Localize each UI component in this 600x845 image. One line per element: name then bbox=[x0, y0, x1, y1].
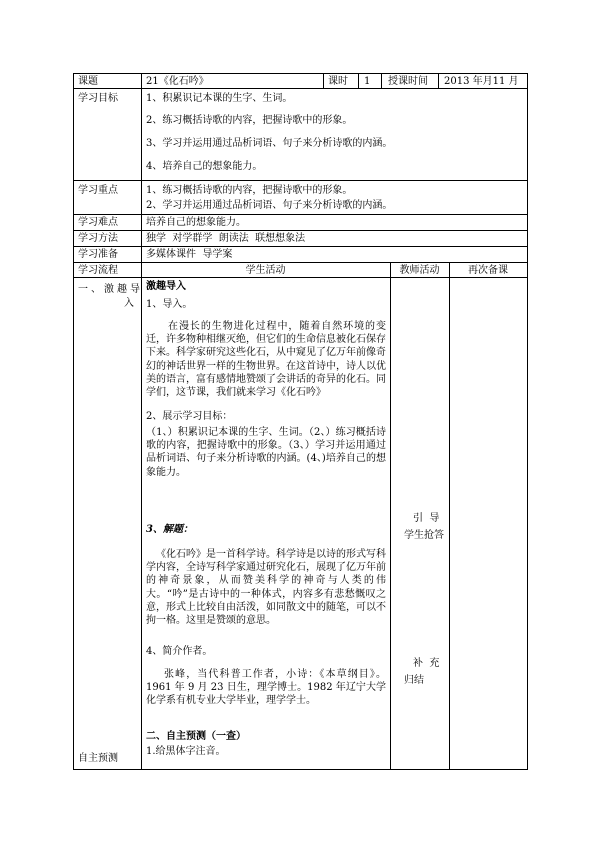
course-label: 课题 bbox=[78, 76, 98, 87]
explain-heading: 3、解题： bbox=[146, 524, 193, 535]
course-title: 21《化石吟》 bbox=[146, 76, 209, 87]
period-value: 1 bbox=[364, 76, 371, 87]
rule-header-time-label bbox=[381, 73, 382, 89]
activity-title: 激趣导入 bbox=[146, 281, 186, 292]
goals-paragraph: （1、）积累识记本课的生字、生词。（2、）练习概括诗歌的内容，把握诗歌中的形象。（3、）学习并运用通过品析词语、句子来分析诗歌的内涵。(4、)培养自己的想象能力。 bbox=[146, 427, 386, 478]
goals-heading: 2、展示学习目标： bbox=[146, 411, 233, 422]
objective-item: 4、培养自己的想象能力。 bbox=[146, 161, 263, 172]
preparation-value: 多媒体课件 导学案 bbox=[146, 249, 233, 260]
intro-heading: 1、导入。 bbox=[146, 299, 193, 310]
objective-item: 2、练习概括诗歌的内容，把握诗歌中的形象。 bbox=[146, 115, 353, 126]
rule-review-column bbox=[449, 262, 450, 770]
student-column-header: 学生活动 bbox=[245, 265, 286, 276]
rule-header-period-label bbox=[323, 73, 324, 89]
rule-teacher-column bbox=[390, 262, 391, 770]
teacher-note-supplement-cont: 归结 bbox=[404, 675, 424, 686]
process-step-1: 一、激趣导 bbox=[78, 284, 143, 295]
rule-right bbox=[527, 73, 528, 770]
author-paragraph: 张峰，当代科普工作者，小诗：《本草纲目》。1961 年 9 月 23 日生，理学博士。1982 年辽宁大学化学系有机专业大学毕业，理学学士。 bbox=[146, 669, 386, 707]
intro-paragraph: 在漫长的生物进化过程中，随着自然环境的变迁，许多物种相继灭绝，但它们的生命信息被化石保存下来。科学家研究这些化石，从中窥见了亿万年前像奇幻的神话世界一样的生物世界。在这首诗中，诗人以优美的语言，富有感情地赞颂了会讲话的奇异的化石。同学们，这节课，我们就来学习《化石吟》 bbox=[146, 321, 386, 399]
key-point-item: 2、学习并运用通过品析词语、句子来分析诗歌的内涵。 bbox=[146, 200, 393, 211]
teacher-note-guide-cont: 学生抢答 bbox=[404, 530, 444, 541]
method-label: 学习方法 bbox=[78, 233, 118, 244]
rule-header-period-value bbox=[358, 73, 359, 89]
method-value: 独学 对学群学 朗读法 联想想象法 bbox=[146, 233, 306, 244]
objectives-label: 学习目标 bbox=[78, 93, 118, 104]
teaching-time-value: 2013 年月11 月 bbox=[444, 76, 519, 87]
rule-header-time-value bbox=[438, 73, 439, 89]
explain-paragraph: 《化石吟》是一首科学诗。科学诗是以诗的形式写科学内容，全诗写科学家通过研究化石，展现了亿万年前的神奇景象，从而赞美科学的神奇与人类的伟大。“吟”是古诗中的一种体式，内容多有悲愁慨叹之意，形式上比较自由活泼，如同散文中的随笔，可以不拘一格。这里是赞颂的意思。 bbox=[146, 549, 386, 627]
objective-item: 1、积累识记本课的生字、生词。 bbox=[146, 93, 293, 104]
process-step-2: 自主预测 bbox=[78, 753, 118, 764]
process-column-header: 学习流程 bbox=[78, 265, 118, 276]
section-2-title: 二、自主预测（一查） bbox=[146, 731, 246, 742]
section-2-item: 1.给黑体字注音。 bbox=[146, 746, 226, 757]
difficulty-label: 学习难点 bbox=[78, 217, 118, 228]
preparation-label: 学习准备 bbox=[78, 249, 118, 260]
author-heading: 4、简介作者。 bbox=[146, 646, 213, 657]
key-points-label: 学习重点 bbox=[78, 185, 118, 196]
teacher-note-guide: 引 导 bbox=[413, 513, 440, 524]
objective-item: 3、学习并运用通过品析词语、句子来分析诗歌的内涵。 bbox=[146, 138, 393, 149]
review-column-header: 再次备课 bbox=[468, 265, 508, 276]
rule-left bbox=[73, 73, 74, 770]
rule-label-column bbox=[141, 73, 142, 770]
period-label: 课时 bbox=[328, 76, 348, 87]
key-point-item: 1、练习概括诗歌的内容，把握诗歌中的形象。 bbox=[146, 185, 353, 196]
teacher-column-header: 教师活动 bbox=[399, 265, 440, 276]
teacher-note-supplement: 补 充 bbox=[413, 658, 440, 669]
teaching-time-label: 授课时间 bbox=[388, 76, 428, 87]
difficulty-value: 培养自己的想象能力。 bbox=[146, 217, 246, 228]
process-step-1-cont: 入 bbox=[124, 298, 134, 309]
